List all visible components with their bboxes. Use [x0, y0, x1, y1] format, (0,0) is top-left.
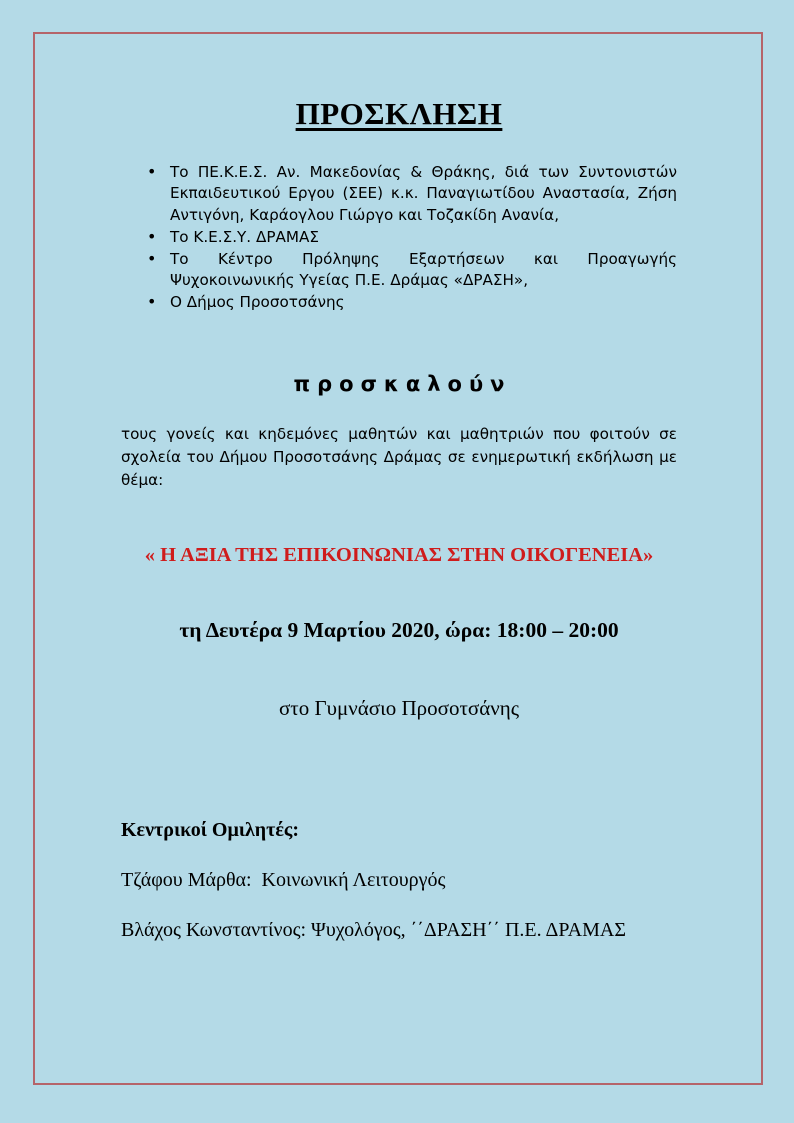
organiser-label: • Το Κέντρο Πρόληψης Εξαρτήσεων και Προαγωγής Ψυχοκοινωνικής Υγείας Π.Ε. Δράμας «ΔΡΑΣΗ»,	[170, 249, 677, 290]
speakers-heading: Κεντρικοί Ομιλητές:	[121, 819, 300, 842]
event-venue: στο Γυμνάσιο Προσοτσάνης	[278, 696, 520, 721]
organiser-label: • Ο Δήμος Προσοτσάνης	[170, 293, 345, 312]
organisers-list	[121, 132, 677, 314]
list-item	[121, 162, 677, 227]
audience-paragraph: τους γονείς και κηδεμόνες μαθητών και μαθητριών που φοιτούν σε σχολεία του Δήμου Προσοτσάνης Δράμας σε ενημερωτική εκδήλωση με θέμα:	[121, 424, 677, 489]
speaker-entry: Τζάφου Μάρθα: Κοινωνική Λειτουργός	[121, 869, 446, 892]
list-item	[121, 227, 677, 249]
organiser-label: • Το ΠΕ.Κ.Ε.Σ. Αν. Μακεδονίας & Θράκης, διά των Συντονιστών Εκπαιδευτικού Εργου (ΣΕΕ) κ.κ. Παναγιωτίδου Αναστασία, Ζήση Αντιγόνη, Καράογλου Γιώργο και Τοζακίδη Ανανία,	[170, 162, 677, 225]
event-topic: « Η ΑΞΙΑ ΤΗΣ ΕΠΙΚΟΙΝΩΝΙΑΣ ΣΤΗΝ ΟΙΚΟΓΕΝΕΙΑ»	[144, 544, 654, 567]
speakers-section	[121, 721, 677, 942]
list-item	[121, 249, 677, 292]
event-datetime: τη Δευτέρα 9 Μαρτίου 2020, ώρα: 18:00 – 20:00	[179, 618, 619, 643]
invite-verb: προσκαλούν	[293, 371, 512, 396]
list-item	[121, 292, 677, 314]
organiser-label: • Το Κ.Ε.Σ.Υ. ΔΡΑΜΑΣ	[170, 227, 319, 246]
page-title: ΠΡΟΣΚΛΗΣΗ	[295, 96, 503, 131]
document-content	[121, 32, 677, 942]
speaker-entry: Βλάχος Κωνσταντίνος: Ψυχολόγος, ΄΄ΔΡΑΣΗ΄΄ Π.Ε. ΔΡΑΜΑΣ	[121, 919, 626, 942]
